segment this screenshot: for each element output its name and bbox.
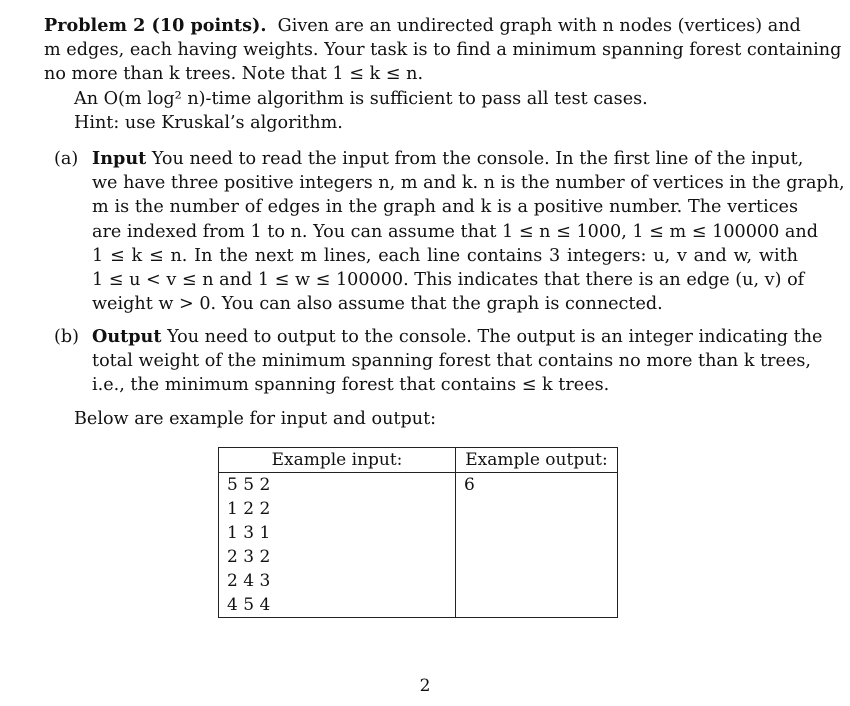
example-input-line: 2 3 2	[227, 547, 271, 567]
part-a-title: Input	[92, 148, 147, 169]
part-b-line-3: i.e., the minimum spanning forest that contains ≤ k trees.	[92, 375, 610, 396]
part-a-body	[92, 147, 845, 316]
example-table-header	[219, 448, 618, 473]
example-output-header: Example output:	[456, 448, 618, 473]
example-input-line: 2 4 3	[227, 571, 271, 591]
page-number: 2	[419, 676, 431, 696]
example-table-body	[219, 473, 618, 618]
part-a-line-3: m is the number of edges in the graph and k is a positive number. The vertices	[92, 197, 798, 218]
part-a-line-1: Input You need to read the input from the console. In the first line of the input,	[92, 148, 804, 169]
intro-line-1: Given are an undirected graph with n nodes (vertices) and	[277, 16, 801, 36]
example-input-line: 1 2 2	[227, 499, 271, 519]
example-input-cell	[219, 473, 456, 618]
part-a-line-4: are indexed from 1 to n. You can assume that 1 ≤ n ≤ 1000, 1 ≤ m ≤ 100000 and	[92, 221, 818, 242]
part-b-line-1: Output You need to output to the console. The output is an integer indicating the	[92, 326, 823, 347]
example-output-cell	[456, 473, 618, 618]
example-input-line: 5 5 2	[227, 475, 271, 495]
example-table	[218, 447, 618, 618]
example-input-header: Example input:	[219, 448, 456, 473]
intro-line-2: m edges, each having weights. Your task is to find a minimum spanning forest containing	[44, 40, 842, 61]
part-a-line-7: weight w > 0. You can also assume that the graph is connected.	[92, 294, 663, 315]
part-a-line-5: 1 ≤ k ≤ n. In the next m lines, each line contains 3 integers: u, v and w, with	[92, 245, 798, 266]
hint: Hint: use Kruskal’s algorithm.	[74, 112, 343, 133]
example-intro: Below are example for input and output:	[74, 409, 437, 429]
part-a-line-2: we have three positive integers n, m and k. n is the number of vertices in the graph,	[92, 173, 845, 194]
part-b-title: Output	[92, 326, 162, 347]
example-output-line: 6	[464, 475, 475, 495]
example-input-line: 4 5 4	[227, 595, 271, 615]
problem-heading: Problem 2 (10 points).	[44, 15, 267, 36]
part-a-label: (a)	[54, 149, 79, 169]
problem-statement	[44, 14, 842, 135]
problem-line-1	[44, 14, 801, 38]
intro-line-3: no more than k trees. Note that 1 ≤ k ≤ n.	[44, 64, 424, 85]
part-b-label: (b)	[54, 327, 79, 347]
part-b-line-2: total weight of the minimum spanning forest that contains no more than k trees,	[92, 351, 811, 372]
part-a-line-6: 1 ≤ u < v ≤ n and 1 ≤ w ≤ 100000. This indicates that there is an edge (u, v) of	[92, 270, 805, 291]
example-input-line: 1 3 1	[227, 523, 271, 543]
complexity-note: An O(m log² n)-time algorithm is sufficient to pass all test cases.	[74, 88, 648, 109]
part-b-body	[92, 325, 823, 398]
